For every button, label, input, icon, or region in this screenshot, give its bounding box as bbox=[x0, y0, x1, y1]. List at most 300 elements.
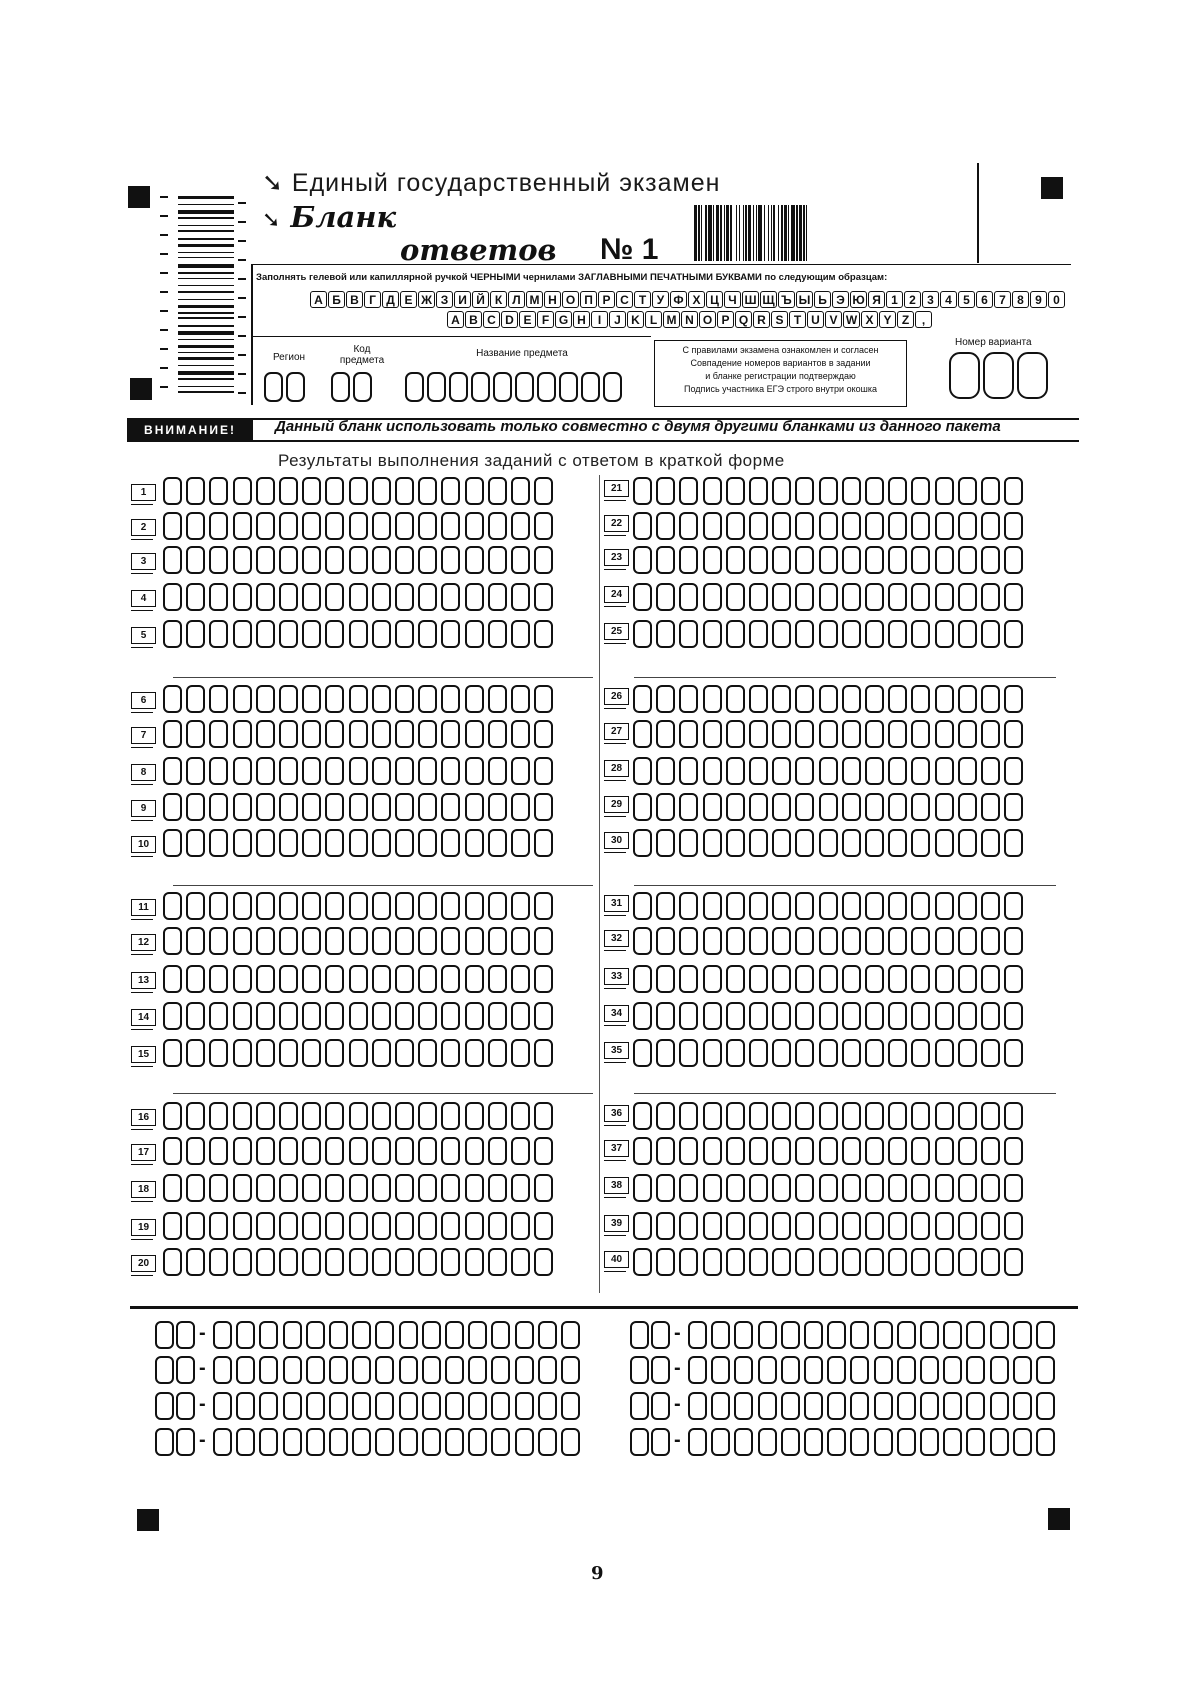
answer-cell[interactable] bbox=[465, 1248, 484, 1276]
answer-cell[interactable] bbox=[749, 477, 768, 505]
answer-cell[interactable] bbox=[511, 927, 530, 955]
answer-cell[interactable] bbox=[679, 583, 698, 611]
answer-cell[interactable] bbox=[842, 720, 861, 748]
answer-cell[interactable] bbox=[395, 892, 414, 920]
answer-cell[interactable] bbox=[302, 1137, 321, 1165]
answer-cell[interactable] bbox=[325, 1102, 344, 1130]
answer-cell[interactable] bbox=[488, 685, 507, 713]
answer-cell[interactable] bbox=[749, 965, 768, 993]
answer-cell[interactable] bbox=[534, 685, 553, 713]
answer-cell[interactable] bbox=[302, 1102, 321, 1130]
answer-cell[interactable] bbox=[325, 1174, 344, 1202]
answer-cell[interactable] bbox=[441, 1174, 460, 1202]
answer-cell[interactable] bbox=[534, 477, 553, 505]
answer-cell[interactable] bbox=[256, 1174, 275, 1202]
answer-cell[interactable] bbox=[935, 1212, 954, 1240]
answer-cell[interactable] bbox=[488, 1039, 507, 1067]
answer-cell[interactable] bbox=[233, 892, 252, 920]
answer-cell[interactable] bbox=[233, 1039, 252, 1067]
answer-cell[interactable] bbox=[958, 546, 977, 574]
answer-cell[interactable] bbox=[935, 620, 954, 648]
answer-cell[interactable] bbox=[749, 1212, 768, 1240]
replace-answer-cell[interactable] bbox=[1036, 1321, 1055, 1349]
replace-answer-cell[interactable] bbox=[943, 1321, 962, 1349]
answer-cell[interactable] bbox=[511, 477, 530, 505]
replace-answer-cell[interactable] bbox=[561, 1392, 580, 1420]
replace-answer-cell[interactable] bbox=[399, 1428, 418, 1456]
answer-cell[interactable] bbox=[209, 1174, 228, 1202]
replace-answer-cell[interactable] bbox=[897, 1392, 916, 1420]
answer-cell[interactable] bbox=[186, 620, 205, 648]
replace-number-cell[interactable] bbox=[651, 1428, 670, 1456]
answer-cell[interactable] bbox=[726, 1174, 745, 1202]
answer-cell[interactable] bbox=[349, 546, 368, 574]
replace-answer-cell[interactable] bbox=[329, 1392, 348, 1420]
replace-answer-cell[interactable] bbox=[468, 1356, 487, 1384]
answer-cell[interactable] bbox=[1004, 927, 1023, 955]
replace-number-cell[interactable] bbox=[651, 1392, 670, 1420]
answer-cell[interactable] bbox=[534, 512, 553, 540]
answer-cell[interactable] bbox=[372, 546, 391, 574]
answer-cell[interactable] bbox=[256, 1212, 275, 1240]
answer-cell[interactable] bbox=[865, 1137, 884, 1165]
answer-cell[interactable] bbox=[911, 1002, 930, 1030]
answer-cell[interactable] bbox=[256, 1248, 275, 1276]
answer-cell[interactable] bbox=[511, 583, 530, 611]
replace-answer-cell[interactable] bbox=[259, 1321, 278, 1349]
answer-cell[interactable] bbox=[888, 1102, 907, 1130]
replace-answer-cell[interactable] bbox=[213, 1428, 232, 1456]
answer-cell[interactable] bbox=[935, 1039, 954, 1067]
answer-cell[interactable] bbox=[488, 512, 507, 540]
answer-cell[interactable] bbox=[888, 965, 907, 993]
answer-cell[interactable] bbox=[633, 1174, 652, 1202]
replace-answer-cell[interactable] bbox=[213, 1392, 232, 1420]
answer-cell[interactable] bbox=[865, 546, 884, 574]
answer-cell[interactable] bbox=[958, 620, 977, 648]
answer-cell[interactable] bbox=[349, 620, 368, 648]
answer-cell[interactable] bbox=[163, 512, 182, 540]
answer-cell[interactable] bbox=[981, 720, 1000, 748]
answer-cell[interactable] bbox=[935, 512, 954, 540]
answer-cell[interactable] bbox=[981, 1102, 1000, 1130]
answer-cell[interactable] bbox=[302, 927, 321, 955]
subject-name-box[interactable] bbox=[603, 372, 622, 402]
answer-cell[interactable] bbox=[163, 620, 182, 648]
answer-cell[interactable] bbox=[1004, 793, 1023, 821]
answer-cell[interactable] bbox=[349, 1174, 368, 1202]
answer-cell[interactable] bbox=[795, 1137, 814, 1165]
subject-name-box[interactable] bbox=[515, 372, 534, 402]
answer-cell[interactable] bbox=[842, 1002, 861, 1030]
answer-cell[interactable] bbox=[981, 1039, 1000, 1067]
replace-answer-cell[interactable] bbox=[804, 1321, 823, 1349]
answer-cell[interactable] bbox=[842, 829, 861, 857]
answer-cell[interactable] bbox=[256, 546, 275, 574]
replace-answer-cell[interactable] bbox=[1036, 1428, 1055, 1456]
answer-cell[interactable] bbox=[209, 512, 228, 540]
replace-answer-cell[interactable] bbox=[734, 1428, 753, 1456]
answer-cell[interactable] bbox=[325, 620, 344, 648]
replace-answer-cell[interactable] bbox=[874, 1428, 893, 1456]
answer-cell[interactable] bbox=[302, 1002, 321, 1030]
replace-answer-cell[interactable] bbox=[711, 1321, 730, 1349]
replace-number-cell[interactable] bbox=[155, 1392, 174, 1420]
answer-cell[interactable] bbox=[819, 927, 838, 955]
answer-cell[interactable] bbox=[233, 583, 252, 611]
answer-cell[interactable] bbox=[325, 829, 344, 857]
answer-cell[interactable] bbox=[1004, 685, 1023, 713]
replace-answer-cell[interactable] bbox=[561, 1356, 580, 1384]
replace-answer-cell[interactable] bbox=[236, 1392, 255, 1420]
answer-cell[interactable] bbox=[302, 757, 321, 785]
answer-cell[interactable] bbox=[186, 793, 205, 821]
answer-cell[interactable] bbox=[819, 620, 838, 648]
answer-cell[interactable] bbox=[349, 965, 368, 993]
answer-cell[interactable] bbox=[981, 793, 1000, 821]
answer-cell[interactable] bbox=[256, 965, 275, 993]
answer-cell[interactable] bbox=[819, 720, 838, 748]
answer-cell[interactable] bbox=[772, 583, 791, 611]
replace-answer-cell[interactable] bbox=[758, 1392, 777, 1420]
answer-cell[interactable] bbox=[209, 1212, 228, 1240]
answer-cell[interactable] bbox=[911, 583, 930, 611]
answer-cell[interactable] bbox=[981, 829, 1000, 857]
replace-answer-cell[interactable] bbox=[874, 1321, 893, 1349]
answer-cell[interactable] bbox=[279, 1102, 298, 1130]
answer-cell[interactable] bbox=[302, 1039, 321, 1067]
answer-cell[interactable] bbox=[465, 546, 484, 574]
answer-cell[interactable] bbox=[279, 1174, 298, 1202]
answer-cell[interactable] bbox=[1004, 620, 1023, 648]
answer-cell[interactable] bbox=[465, 685, 484, 713]
answer-cell[interactable] bbox=[865, 965, 884, 993]
answer-cell[interactable] bbox=[703, 793, 722, 821]
answer-cell[interactable] bbox=[1004, 720, 1023, 748]
answer-cell[interactable] bbox=[726, 477, 745, 505]
answer-cell[interactable] bbox=[795, 685, 814, 713]
answer-cell[interactable] bbox=[441, 546, 460, 574]
subject-name-box[interactable] bbox=[559, 372, 578, 402]
answer-cell[interactable] bbox=[865, 1212, 884, 1240]
answer-cell[interactable] bbox=[465, 1174, 484, 1202]
replace-answer-cell[interactable] bbox=[538, 1392, 557, 1420]
replace-answer-cell[interactable] bbox=[213, 1321, 232, 1349]
answer-cell[interactable] bbox=[325, 793, 344, 821]
answer-cell[interactable] bbox=[865, 1248, 884, 1276]
answer-cell[interactable] bbox=[302, 1212, 321, 1240]
answer-cell[interactable] bbox=[703, 1174, 722, 1202]
answer-cell[interactable] bbox=[656, 793, 675, 821]
answer-cell[interactable] bbox=[488, 1174, 507, 1202]
answer-cell[interactable] bbox=[865, 512, 884, 540]
replace-answer-cell[interactable] bbox=[966, 1392, 985, 1420]
subject-name-box[interactable] bbox=[581, 372, 600, 402]
answer-cell[interactable] bbox=[819, 1248, 838, 1276]
answer-cell[interactable] bbox=[418, 546, 437, 574]
answer-cell[interactable] bbox=[842, 927, 861, 955]
answer-cell[interactable] bbox=[395, 685, 414, 713]
answer-cell[interactable] bbox=[349, 927, 368, 955]
answer-cell[interactable] bbox=[958, 720, 977, 748]
answer-cell[interactable] bbox=[726, 927, 745, 955]
answer-cell[interactable] bbox=[349, 1137, 368, 1165]
answer-cell[interactable] bbox=[349, 829, 368, 857]
answer-cell[interactable] bbox=[656, 829, 675, 857]
replace-answer-cell[interactable] bbox=[399, 1321, 418, 1349]
answer-cell[interactable] bbox=[534, 1039, 553, 1067]
answer-cell[interactable] bbox=[233, 1248, 252, 1276]
answer-cell[interactable] bbox=[656, 1174, 675, 1202]
answer-cell[interactable] bbox=[772, 720, 791, 748]
answer-cell[interactable] bbox=[349, 1102, 368, 1130]
answer-cell[interactable] bbox=[163, 1102, 182, 1130]
answer-cell[interactable] bbox=[703, 720, 722, 748]
replace-answer-cell[interactable] bbox=[897, 1356, 916, 1384]
answer-cell[interactable] bbox=[726, 965, 745, 993]
answer-cell[interactable] bbox=[935, 965, 954, 993]
answer-cell[interactable] bbox=[302, 583, 321, 611]
answer-cell[interactable] bbox=[256, 512, 275, 540]
replace-answer-cell[interactable] bbox=[445, 1392, 464, 1420]
answer-cell[interactable] bbox=[395, 1212, 414, 1240]
answer-cell[interactable] bbox=[888, 583, 907, 611]
replace-answer-cell[interactable] bbox=[920, 1321, 939, 1349]
answer-cell[interactable] bbox=[633, 1248, 652, 1276]
answer-cell[interactable] bbox=[795, 1002, 814, 1030]
answer-cell[interactable] bbox=[186, 512, 205, 540]
answer-cell[interactable] bbox=[163, 720, 182, 748]
answer-cell[interactable] bbox=[488, 1212, 507, 1240]
answer-cell[interactable] bbox=[703, 1248, 722, 1276]
replace-answer-cell[interactable] bbox=[688, 1428, 707, 1456]
answer-cell[interactable] bbox=[726, 583, 745, 611]
answer-cell[interactable] bbox=[511, 1102, 530, 1130]
answer-cell[interactable] bbox=[279, 892, 298, 920]
answer-cell[interactable] bbox=[958, 927, 977, 955]
answer-cell[interactable] bbox=[935, 1137, 954, 1165]
answer-cell[interactable] bbox=[418, 757, 437, 785]
answer-cell[interactable] bbox=[441, 1212, 460, 1240]
answer-cell[interactable] bbox=[981, 1137, 1000, 1165]
region-box[interactable] bbox=[264, 372, 283, 402]
answer-cell[interactable] bbox=[795, 583, 814, 611]
answer-cell[interactable] bbox=[772, 793, 791, 821]
answer-cell[interactable] bbox=[911, 793, 930, 821]
answer-cell[interactable] bbox=[795, 546, 814, 574]
answer-cell[interactable] bbox=[865, 757, 884, 785]
replace-number-cell[interactable] bbox=[176, 1356, 195, 1384]
answer-cell[interactable] bbox=[935, 1102, 954, 1130]
answer-cell[interactable] bbox=[772, 1212, 791, 1240]
answer-cell[interactable] bbox=[958, 892, 977, 920]
answer-cell[interactable] bbox=[511, 685, 530, 713]
answer-cell[interactable] bbox=[256, 685, 275, 713]
answer-cell[interactable] bbox=[795, 927, 814, 955]
answer-cell[interactable] bbox=[279, 829, 298, 857]
answer-cell[interactable] bbox=[349, 720, 368, 748]
replace-answer-cell[interactable] bbox=[538, 1428, 557, 1456]
answer-cell[interactable] bbox=[703, 583, 722, 611]
answer-cell[interactable] bbox=[656, 927, 675, 955]
answer-cell[interactable] bbox=[488, 793, 507, 821]
answer-cell[interactable] bbox=[395, 583, 414, 611]
answer-cell[interactable] bbox=[842, 685, 861, 713]
answer-cell[interactable] bbox=[163, 685, 182, 713]
answer-cell[interactable] bbox=[511, 546, 530, 574]
answer-cell[interactable] bbox=[418, 583, 437, 611]
answer-cell[interactable] bbox=[534, 965, 553, 993]
answer-cell[interactable] bbox=[656, 1137, 675, 1165]
answer-cell[interactable] bbox=[958, 512, 977, 540]
answer-cell[interactable] bbox=[679, 829, 698, 857]
answer-cell[interactable] bbox=[703, 965, 722, 993]
answer-cell[interactable] bbox=[209, 1102, 228, 1130]
answer-cell[interactable] bbox=[981, 1248, 1000, 1276]
answer-cell[interactable] bbox=[772, 1102, 791, 1130]
answer-cell[interactable] bbox=[1004, 829, 1023, 857]
answer-cell[interactable] bbox=[703, 829, 722, 857]
answer-cell[interactable] bbox=[395, 1039, 414, 1067]
replace-answer-cell[interactable] bbox=[990, 1428, 1009, 1456]
answer-cell[interactable] bbox=[935, 720, 954, 748]
answer-cell[interactable] bbox=[1004, 546, 1023, 574]
answer-cell[interactable] bbox=[679, 1174, 698, 1202]
answer-cell[interactable] bbox=[656, 1248, 675, 1276]
answer-cell[interactable] bbox=[279, 720, 298, 748]
answer-cell[interactable] bbox=[819, 1102, 838, 1130]
answer-cell[interactable] bbox=[465, 892, 484, 920]
answer-cell[interactable] bbox=[1004, 1137, 1023, 1165]
answer-cell[interactable] bbox=[865, 1102, 884, 1130]
answer-cell[interactable] bbox=[186, 546, 205, 574]
replace-answer-cell[interactable] bbox=[1013, 1392, 1032, 1420]
answer-cell[interactable] bbox=[488, 477, 507, 505]
answer-cell[interactable] bbox=[511, 720, 530, 748]
answer-cell[interactable] bbox=[534, 892, 553, 920]
answer-cell[interactable] bbox=[209, 583, 228, 611]
answer-cell[interactable] bbox=[749, 793, 768, 821]
replace-answer-cell[interactable] bbox=[399, 1356, 418, 1384]
answer-cell[interactable] bbox=[488, 829, 507, 857]
replace-answer-cell[interactable] bbox=[850, 1321, 869, 1349]
subject-name-box[interactable] bbox=[405, 372, 424, 402]
answer-cell[interactable] bbox=[163, 892, 182, 920]
answer-cell[interactable] bbox=[679, 1248, 698, 1276]
answer-cell[interactable] bbox=[279, 685, 298, 713]
replace-answer-cell[interactable] bbox=[538, 1356, 557, 1384]
answer-cell[interactable] bbox=[842, 546, 861, 574]
answer-cell[interactable] bbox=[441, 512, 460, 540]
answer-cell[interactable] bbox=[186, 757, 205, 785]
answer-cell[interactable] bbox=[395, 477, 414, 505]
answer-cell[interactable] bbox=[656, 512, 675, 540]
answer-cell[interactable] bbox=[186, 1137, 205, 1165]
answer-cell[interactable] bbox=[865, 685, 884, 713]
answer-cell[interactable] bbox=[372, 583, 391, 611]
answer-cell[interactable] bbox=[511, 1137, 530, 1165]
answer-cell[interactable] bbox=[888, 477, 907, 505]
replace-number-cell[interactable] bbox=[176, 1321, 195, 1349]
replace-answer-cell[interactable] bbox=[515, 1356, 534, 1384]
answer-cell[interactable] bbox=[911, 1102, 930, 1130]
answer-cell[interactable] bbox=[865, 720, 884, 748]
answer-cell[interactable] bbox=[325, 1137, 344, 1165]
answer-cell[interactable] bbox=[465, 927, 484, 955]
answer-cell[interactable] bbox=[888, 829, 907, 857]
answer-cell[interactable] bbox=[679, 512, 698, 540]
answer-cell[interactable] bbox=[418, 892, 437, 920]
answer-cell[interactable] bbox=[163, 583, 182, 611]
replace-answer-cell[interactable] bbox=[352, 1392, 371, 1420]
answer-cell[interactable] bbox=[865, 583, 884, 611]
answer-cell[interactable] bbox=[325, 477, 344, 505]
replace-answer-cell[interactable] bbox=[943, 1356, 962, 1384]
answer-cell[interactable] bbox=[726, 720, 745, 748]
answer-cell[interactable] bbox=[302, 685, 321, 713]
answer-cell[interactable] bbox=[726, 1248, 745, 1276]
answer-cell[interactable] bbox=[465, 829, 484, 857]
answer-cell[interactable] bbox=[935, 927, 954, 955]
replace-answer-cell[interactable] bbox=[352, 1356, 371, 1384]
answer-cell[interactable] bbox=[911, 546, 930, 574]
replace-answer-cell[interactable] bbox=[399, 1392, 418, 1420]
replace-answer-cell[interactable] bbox=[874, 1356, 893, 1384]
answer-cell[interactable] bbox=[656, 583, 675, 611]
answer-cell[interactable] bbox=[911, 685, 930, 713]
replace-answer-cell[interactable] bbox=[236, 1428, 255, 1456]
answer-cell[interactable] bbox=[935, 477, 954, 505]
answer-cell[interactable] bbox=[186, 1174, 205, 1202]
answer-cell[interactable] bbox=[865, 1174, 884, 1202]
replace-answer-cell[interactable] bbox=[213, 1356, 232, 1384]
answer-cell[interactable] bbox=[703, 512, 722, 540]
answer-cell[interactable] bbox=[511, 1174, 530, 1202]
replace-answer-cell[interactable] bbox=[943, 1392, 962, 1420]
answer-cell[interactable] bbox=[842, 1248, 861, 1276]
answer-cell[interactable] bbox=[186, 1002, 205, 1030]
answer-cell[interactable] bbox=[233, 793, 252, 821]
answer-cell[interactable] bbox=[935, 685, 954, 713]
answer-cell[interactable] bbox=[633, 1102, 652, 1130]
replace-number-cell[interactable] bbox=[630, 1356, 649, 1384]
answer-cell[interactable] bbox=[981, 546, 1000, 574]
answer-cell[interactable] bbox=[958, 793, 977, 821]
answer-cell[interactable] bbox=[795, 720, 814, 748]
answer-cell[interactable] bbox=[372, 965, 391, 993]
answer-cell[interactable] bbox=[679, 620, 698, 648]
answer-cell[interactable] bbox=[418, 720, 437, 748]
answer-cell[interactable] bbox=[209, 793, 228, 821]
answer-cell[interactable] bbox=[749, 1174, 768, 1202]
answer-cell[interactable] bbox=[395, 793, 414, 821]
answer-cell[interactable] bbox=[279, 1137, 298, 1165]
answer-cell[interactable] bbox=[441, 620, 460, 648]
answer-cell[interactable] bbox=[488, 1102, 507, 1130]
answer-cell[interactable] bbox=[163, 1039, 182, 1067]
answer-cell[interactable] bbox=[795, 512, 814, 540]
answer-cell[interactable] bbox=[633, 892, 652, 920]
answer-cell[interactable] bbox=[325, 1248, 344, 1276]
replace-answer-cell[interactable] bbox=[468, 1392, 487, 1420]
answer-cell[interactable] bbox=[441, 685, 460, 713]
answer-cell[interactable] bbox=[233, 829, 252, 857]
answer-cell[interactable] bbox=[842, 620, 861, 648]
replace-answer-cell[interactable] bbox=[804, 1356, 823, 1384]
answer-cell[interactable] bbox=[633, 1002, 652, 1030]
answer-cell[interactable] bbox=[534, 927, 553, 955]
answer-cell[interactable] bbox=[911, 1039, 930, 1067]
